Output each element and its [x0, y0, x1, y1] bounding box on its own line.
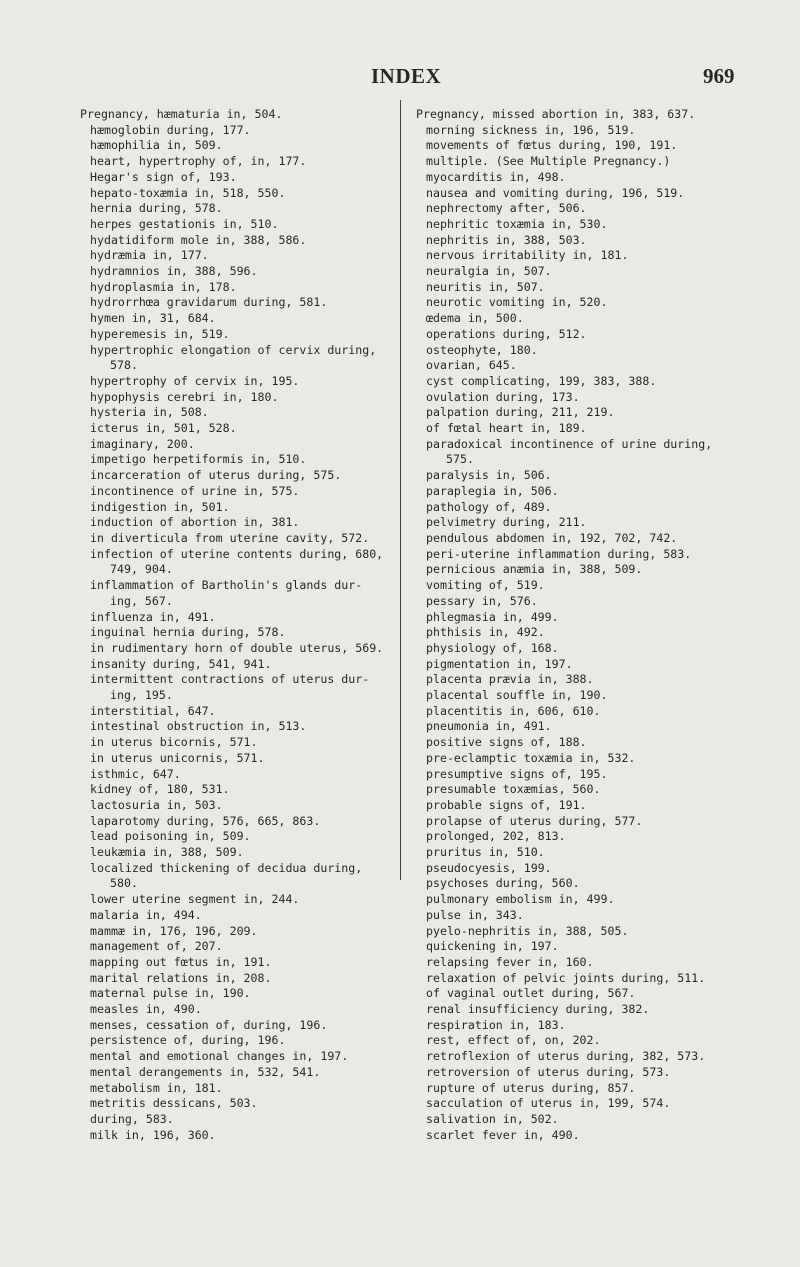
index-entry: of fœtal heart in, 189.	[426, 421, 587, 436]
index-entry: localized thickening of decidua during,	[90, 860, 363, 875]
index-entry: pre-eclamptic toxæmia in, 532.	[426, 750, 636, 765]
index-entry: placenta prævia in, 388.	[426, 672, 594, 687]
index-entry: presumable toxæmias, 560.	[426, 782, 601, 797]
index-entry: incarceration of uterus during, 575.	[90, 468, 342, 483]
index-entry: persistence of, during, 196.	[90, 1033, 286, 1048]
index-entry: respiration in, 183.	[426, 1017, 566, 1032]
index-entry: paradoxical incontinence of urine during,	[426, 436, 713, 451]
index-entry: milk in, 196, 360.	[90, 1127, 216, 1142]
index-entry: intermittent contractions of uterus dur-	[90, 672, 370, 687]
index-entry: impetigo herpetiformis in, 510.	[90, 452, 307, 467]
index-entry: pendulous abdomen in, 192, 702, 742.	[426, 530, 678, 545]
index-entry: heart, hypertrophy of, in, 177.	[90, 154, 307, 169]
index-entry: lactosuria in, 503.	[90, 797, 223, 812]
index-entry: quickening in, 197.	[426, 939, 559, 954]
index-entry: mental derangements in, 532, 541.	[90, 1064, 321, 1079]
index-entry: laparotomy during, 576, 665, 863.	[90, 813, 321, 828]
index-entry: multiple. (See Multiple Pregnancy.)	[426, 154, 671, 169]
index-entry: measles in, 490.	[90, 1002, 202, 1017]
index-entry: hypertrophy of cervix in, 195.	[90, 373, 300, 388]
index-entry: psychoses during, 560.	[426, 876, 580, 891]
index-entry: hernia during, 578.	[90, 201, 223, 216]
index-entry: paralysis in, 506.	[426, 468, 552, 483]
index-entry: imaginary, 200.	[90, 436, 195, 451]
index-entry: positive signs of, 188.	[426, 735, 587, 750]
index-entry: indigestion in, 501.	[90, 499, 230, 514]
index-entry: pseudocyesis, 199.	[426, 860, 552, 875]
index-entry: metritis dessicans, 503.	[90, 1096, 258, 1111]
index-entry: ing, 195.	[110, 688, 173, 703]
index-entry: pelvimetry during, 211.	[426, 515, 587, 530]
index-entry: placentitis in, 606, 610.	[426, 703, 601, 718]
index-entry: interstitial, 647.	[90, 703, 216, 718]
index-entry: hæmophilia in, 509.	[90, 138, 223, 153]
index-entry: ing, 567.	[110, 593, 173, 608]
index-entry: mammæ in, 176, 196, 209.	[90, 923, 258, 938]
index-entry: probable signs of, 191.	[426, 797, 587, 812]
index-entry: sacculation of uterus in, 199, 574.	[426, 1096, 671, 1111]
index-entry: icterus in, 501, 528.	[90, 421, 237, 436]
index-entry: pulse in, 343.	[426, 907, 524, 922]
column-divider	[400, 100, 401, 880]
index-entry: movements of fœtus during, 190, 191.	[426, 138, 678, 153]
index-entry: inguinal hernia during, 578.	[90, 625, 286, 640]
index-entry: neuralgia in, 507.	[426, 264, 552, 279]
index-entry: palpation during, 211, 219.	[426, 405, 615, 420]
index-entry: operations during, 512.	[426, 326, 587, 341]
index-entry: rupture of uterus during, 857.	[426, 1080, 636, 1095]
index-entry: hydatidiform mole in, 388, 586.	[90, 232, 307, 247]
index-entry: hydræmia in, 177.	[90, 248, 209, 263]
index-entry: hysteria in, 508.	[90, 405, 209, 420]
index-entry: nausea and vomiting during, 196, 519.	[426, 185, 685, 200]
index-entry: pigmentation in, 197.	[426, 656, 573, 671]
index-entry: management of, 207.	[90, 939, 223, 954]
index-entry: œdema in, 500.	[426, 311, 524, 326]
index-entry: kidney of, 180, 531.	[90, 782, 230, 797]
index-entry: hydroplasmia in, 178.	[90, 279, 237, 294]
index-entry: influenza in, 491.	[90, 609, 216, 624]
index-entry: retroversion of uterus during, 573.	[426, 1064, 671, 1079]
index-entry: physiology of, 168.	[426, 640, 559, 655]
index-column-right	[416, 107, 746, 1143]
index-entry: pernicious anæmia in, 388, 509.	[426, 562, 643, 577]
index-entry: paraplegia in, 506.	[426, 483, 559, 498]
index-entry: leukæmia in, 388, 509.	[90, 845, 244, 860]
index-entry: mental and emotional changes in, 197.	[90, 1049, 349, 1064]
index-entry: Pregnancy, hæmaturia in, 504.	[80, 107, 283, 121]
index-entry: peri-uterine inflammation during, 583.	[426, 546, 692, 561]
index-entry: prolapse of uterus during, 577.	[426, 813, 643, 828]
index-entry: incontinence of urine in, 575.	[90, 483, 300, 498]
index-entry: ovarian, 645.	[426, 358, 517, 373]
index-entry: hymen in, 31, 684.	[90, 311, 216, 326]
index-entry: hypophysis cerebri in, 180.	[90, 389, 279, 404]
index-entry: rest, effect of, on, 202.	[426, 1033, 601, 1048]
index-entry: pessary in, 576.	[426, 593, 538, 608]
page-title: INDEX	[371, 64, 442, 88]
index-entry: neurotic vomiting in, 520.	[426, 295, 608, 310]
index-entry: in uterus bicornis, 571.	[90, 735, 258, 750]
index-entry: of vaginal outlet during, 567.	[426, 986, 636, 1001]
index-column-left	[80, 107, 390, 1143]
index-entry: metabolism in, 181.	[90, 1080, 223, 1095]
index-entry: 575.	[446, 452, 474, 467]
page-number: 969	[703, 64, 735, 88]
index-entry: myocarditis in, 498.	[426, 169, 566, 184]
index-entry: infection of uterine contents during, 680,	[90, 546, 384, 561]
index-entry: pneumonia in, 491.	[426, 719, 552, 734]
index-entry: ovulation during, 173.	[426, 389, 580, 404]
index-entry: menses, cessation of, during, 196.	[90, 1017, 328, 1032]
index-entry: pyelo-nephritis in, 388, 505.	[426, 923, 629, 938]
index-entry: relapsing fever in, 160.	[426, 954, 594, 969]
index-entry: in uterus unicornis, 571.	[90, 750, 265, 765]
index-entry: pruritus in, 510.	[426, 845, 545, 860]
index-entry: hydrorrhœa gravidarum during, 581.	[90, 295, 328, 310]
index-entry: osteophyte, 180.	[426, 342, 538, 357]
index-entry: prolonged, 202, 813.	[426, 829, 566, 844]
index-entry: malaria in, 494.	[90, 907, 202, 922]
index-entry: mapping out fœtus in, 191.	[90, 954, 272, 969]
index-entry: hæmoglobin during, 177.	[90, 122, 251, 137]
index-entry: herpes gestationis in, 510.	[90, 216, 279, 231]
index-entry: hydramnios in, 388, 596.	[90, 264, 258, 279]
index-entry: maternal pulse in, 190.	[90, 986, 251, 1001]
index-entry: Pregnancy, missed abortion in, 383, 637.	[416, 107, 696, 121]
index-entry: Hegar's sign of, 193.	[90, 169, 237, 184]
index-entry: induction of abortion in, 381.	[90, 515, 300, 530]
index-entry: lead poisoning in, 509.	[90, 829, 251, 844]
index-entry: in rudimentary horn of double uterus, 569.	[90, 640, 384, 655]
index-entry: placental souffle in, 190.	[426, 688, 608, 703]
index-entry: in diverticula from uterine cavity, 572.	[90, 530, 370, 545]
index-entry: lower uterine segment in, 244.	[90, 892, 300, 907]
index-entry: hyperemesis in, 519.	[90, 326, 230, 341]
index-entry: marital relations in, 208.	[90, 970, 272, 985]
index-entry: 580.	[110, 876, 138, 891]
index-entry: inflammation of Bartholin's glands dur-	[90, 578, 363, 593]
index-entry: vomiting of, 519.	[426, 578, 545, 593]
index-entry: intestinal obstruction in, 513.	[90, 719, 307, 734]
index-entry: nephrectomy after, 506.	[426, 201, 587, 216]
index-entry: retroflexion of uterus during, 382, 573.	[426, 1049, 706, 1064]
index-entry: 749, 904.	[110, 562, 173, 577]
index-entry: nephritis in, 388, 503.	[426, 232, 587, 247]
index-entry: phthisis in, 492.	[426, 625, 545, 640]
index-entry: morning sickness in, 196, 519.	[426, 122, 636, 137]
index-entry: neuritis in, 507.	[426, 279, 545, 294]
index-entry: hepato-toxæmia in, 518, 550.	[90, 185, 286, 200]
page-header	[0, 64, 800, 90]
index-entry: phlegmasia in, 499.	[426, 609, 559, 624]
index-entry: scarlet fever in, 490.	[426, 1127, 580, 1142]
index-entry: pulmonary embolism in, 499.	[426, 892, 615, 907]
index-entry: cyst complicating, 199, 383, 388.	[426, 373, 657, 388]
index-entry: during, 583.	[90, 1112, 174, 1126]
index-entry: pathology of, 489.	[426, 499, 552, 514]
index-entry: insanity during, 541, 941.	[90, 656, 272, 671]
index-entry: nephritic toxæmia in, 530.	[426, 216, 608, 231]
index-entry: isthmic, 647.	[90, 766, 181, 781]
index-entry: hypertrophic elongation of cervix during,	[90, 342, 377, 357]
index-entry: relaxation of pelvic joints during, 511.	[426, 970, 706, 985]
index-entry: renal insufficiency during, 382.	[426, 1002, 650, 1017]
index-entry: 578.	[110, 358, 138, 373]
index-entry: salivation in, 502.	[426, 1112, 559, 1126]
index-entry: nervous irritability in, 181.	[426, 248, 629, 263]
index-entry: presumptive signs of, 195.	[426, 766, 608, 781]
